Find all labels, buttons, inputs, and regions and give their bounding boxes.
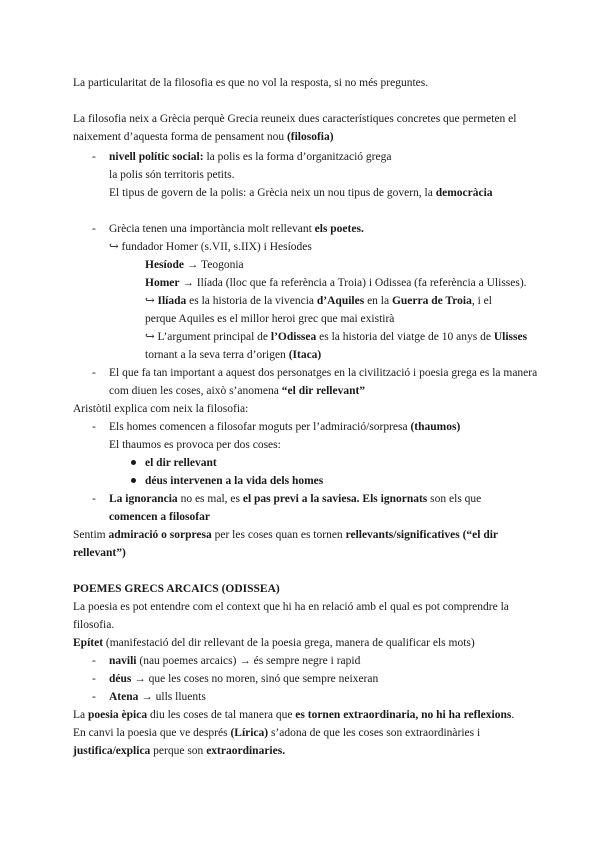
bullet-item: El que fa tan important a aquest dos personatges en la civilització i poesia grega es la manera [109,367,538,379]
bullet-item: La ignorancia no es mal, es el pas previ a la saviesa. Els ignornats son els que [109,493,482,505]
paragraph-line: Sentim admiració o sorpresa per les coses quan es tornen rellevants/significatives (“el dir [73,529,499,541]
iliada-line: ↪ Ilíada es la historia de la vivencia d’Aquiles en la Guerra de Troia, i el [145,295,492,307]
odissea-line-2: tornant a la seva terra d’origen (Itaca) [145,349,322,361]
paragraph-line: naixement d’aquesta forma de pensament nou (filosofia) [73,131,334,143]
paragraph-line: La poesia es pot entendre com el context que hi ha en relació amb el qual es pot comprendre la [73,601,509,613]
bullet-line: com diuen les coses, això s’anomena “el dir rellevant” [109,385,366,397]
paragraph-line: rellevant”) [73,547,126,559]
bullet-dash: - [92,151,96,163]
dot-item: déus intervenen a la vida dels homes [145,475,324,487]
bullet-item: déus → que les coses no moren, sinó que sempre neixeran [109,673,379,685]
odissea-line: ↪ L’argument principal de l’Odissea es la historia del viatge de 10 anys de Ulisses [145,331,528,343]
dot-bullet [131,478,136,483]
bullet-line: El tipus de govern de la polis: a Grècia neix un nou tipus de govern, la democràcia [109,187,493,199]
paragraph-line: La filosofia neix a Grècia perquè Grecia reuneix dues característiques concretes que permeten el [73,113,517,125]
bullet-dash: - [92,691,96,703]
bullet-item: Atena → ulls lluents [109,691,206,703]
bullet-item: Grècia tenen una importància molt rellevant els poetes. [109,223,364,235]
paragraph-line: Aristòtil explica com neix la filosofia: [73,403,249,415]
homer-line: Homer → Ilíada (lloc que fa referència a Troia) i Odissea (fa referència a Ulisses). [145,277,527,289]
bullet-item: Els homes comencen a filosofar moguts per l’admiració/sorpresa (thaumos) [109,421,461,433]
paragraph-line: filosofia. [73,619,115,631]
paragraph-line: En canvi la poesia que ve després (Lírica) s’adona de que les coses son extraordinàries i [73,727,481,739]
bullet-item: navili (nau poemes arcaics) → és sempre negre i rapid [109,655,361,667]
epitet-line: Epítet (manifestació del dir rellevant de la poesia grega, manera de qualificar els mots) [73,637,475,649]
dot-item: el dir rellevant [145,457,217,469]
section-heading: POEMES GRECS ARCAICS (ODISSEA) [73,583,280,595]
fundador-line: ↪ fundador Homer (s.VII, s.IIX) i Hesíodes [109,241,312,253]
bullet-dash: - [92,223,96,235]
bullet-dash: - [92,367,96,379]
bullet-line: El thaumos es provoca per dos coses: [109,439,281,451]
iliada-line-2: perque Aquiles es el millor heroi grec que mai existirà [145,313,395,325]
hesiode-line: Hesíode → Teogonia [145,259,244,271]
paragraph-line: La poesia èpica diu les coses de tal manera que es tornen extraordinaria, no hi ha reflexions. [73,709,515,721]
bullet-item: nivell polític social: la polis es la forma d’organització grega [109,151,392,163]
paragraph-line: justifica/explica perque son extraordinaries. [73,745,286,757]
bullet-line: comencen a filosofar [109,511,210,523]
bullet-dash: - [92,421,96,433]
bullet-dash: - [92,655,96,667]
dot-bullet [131,460,136,465]
intro-text: La particularitat de la filosofia es que no vol la resposta, si no més preguntes. [73,77,429,89]
bullet-dash: - [92,493,96,505]
bullet-line: la polis són territoris petits. [109,169,235,181]
bullet-dash: - [92,673,96,685]
